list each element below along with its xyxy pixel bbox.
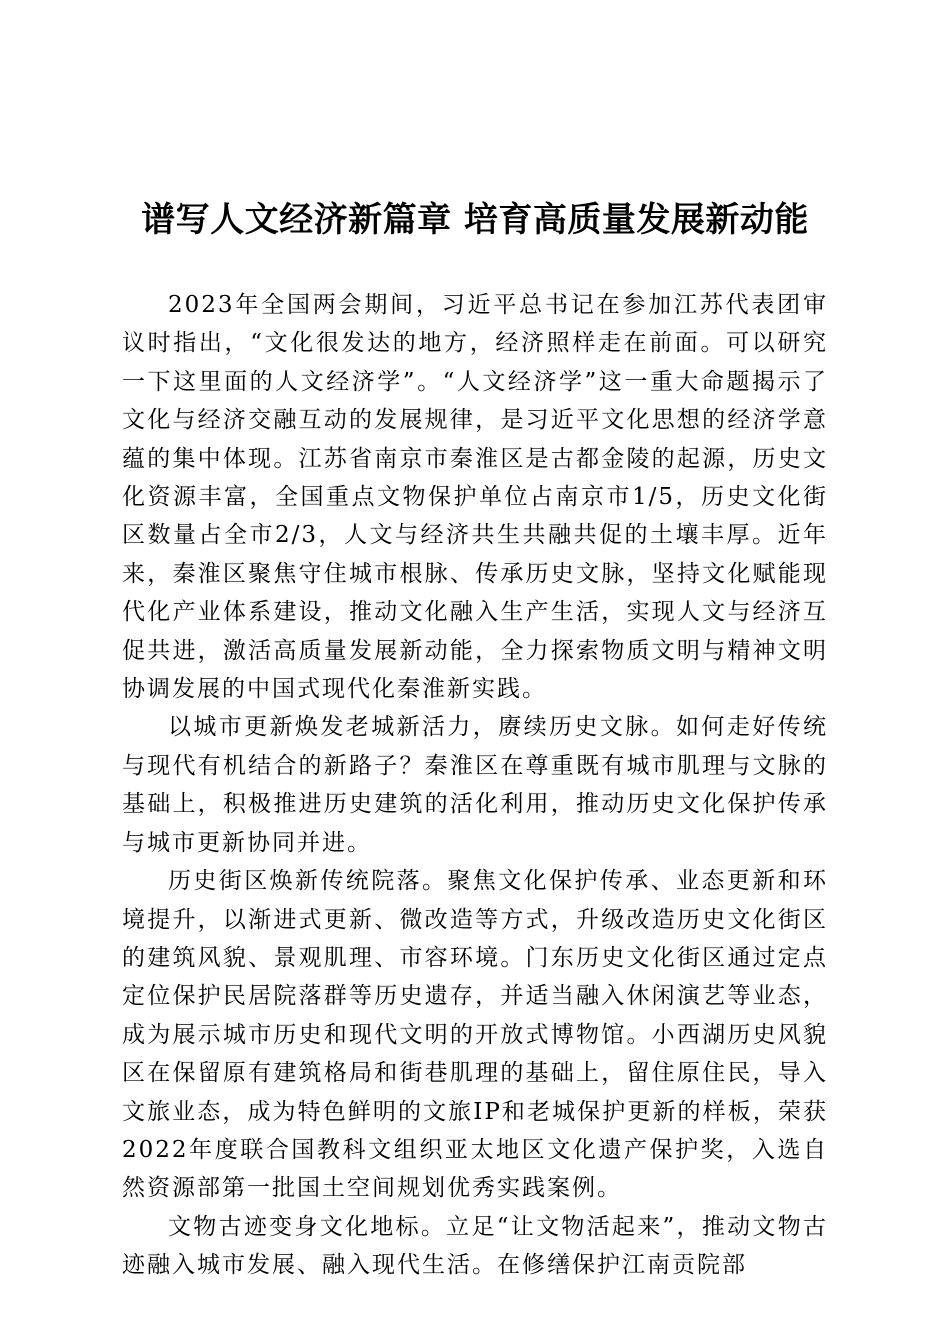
paragraph-cultural-relics: 文物古迹变身文化地标。立足“让文物活起来”，推动文物古迹融入城市发展、融入现代生活。在修缮保护江南贡院部 — [122, 1213, 828, 1279]
paragraph-intro: 2023年全国两会期间，习近平总书记在参加江苏代表团审议时指出，“文化很发达的地方，经济照样走在前面。可以研究一下这里面的人文经济学”。“人文经济学”这一重大命题揭示了文化与经济交融互动的发展规律，是习近平文化思想的经济学意蕴的集中体现。江苏省南京市秦淮区是古都金陵的起源，历史文化资源丰富，全国重点文物保护单位占南京市1/5，历史文化街区数量占全市2/3，人文与经济共生共融共促的土壤丰厚。近年来，秦淮区聚焦守住城市根脉、传承历史文脉，坚持文化赋能现代化产业体系建设，推动文化融入生产生活，实现人文与经济互促共进，激活高质量发展新动能，全力探索物质文明与精神文明协调发展的中国式现代化秦淮新实践。 — [122, 292, 828, 703]
paragraph-urban-renewal: 以城市更新焕发老城新活力，赓续历史文脉。如何走好传统与现代有机结合的新路子？秦淮区在尊重既有城市肌理与文脉的基础上，积极推进历史建筑的活化利用，推动历史文化保护传承与城市更新协同并进。 — [122, 714, 828, 856]
document-title: 谱写人文经济新篇章 培育高质量发展新动能 — [141, 200, 809, 240]
paragraph-historic-blocks: 历史街区焕新传统院落。聚焦文化保护传承、业态更新和环境提升，以渐进式更新、微改造等方式，升级改造历史文化街区的建筑风貌、景观肌理、市容环境。门东历史文化街区通过定点定位保护民居院落群等历史遗存，并适当融入休闲演艺等业态，成为展示城市历史和现代文明的开放式博物馆。小西湖历史风貌区在保留原有建筑格局和街巷肌理的基础上，留住原住民，导入文旅业态，成为特色鲜明的文旅IP和老城保护更新的样板，荣获2022年度联合国教科文组织亚太地区文化遗产保护奖，入选自然资源部第一批国土空间规划优秀实践案例。 — [122, 868, 828, 1202]
document-body — [122, 286, 828, 1285]
